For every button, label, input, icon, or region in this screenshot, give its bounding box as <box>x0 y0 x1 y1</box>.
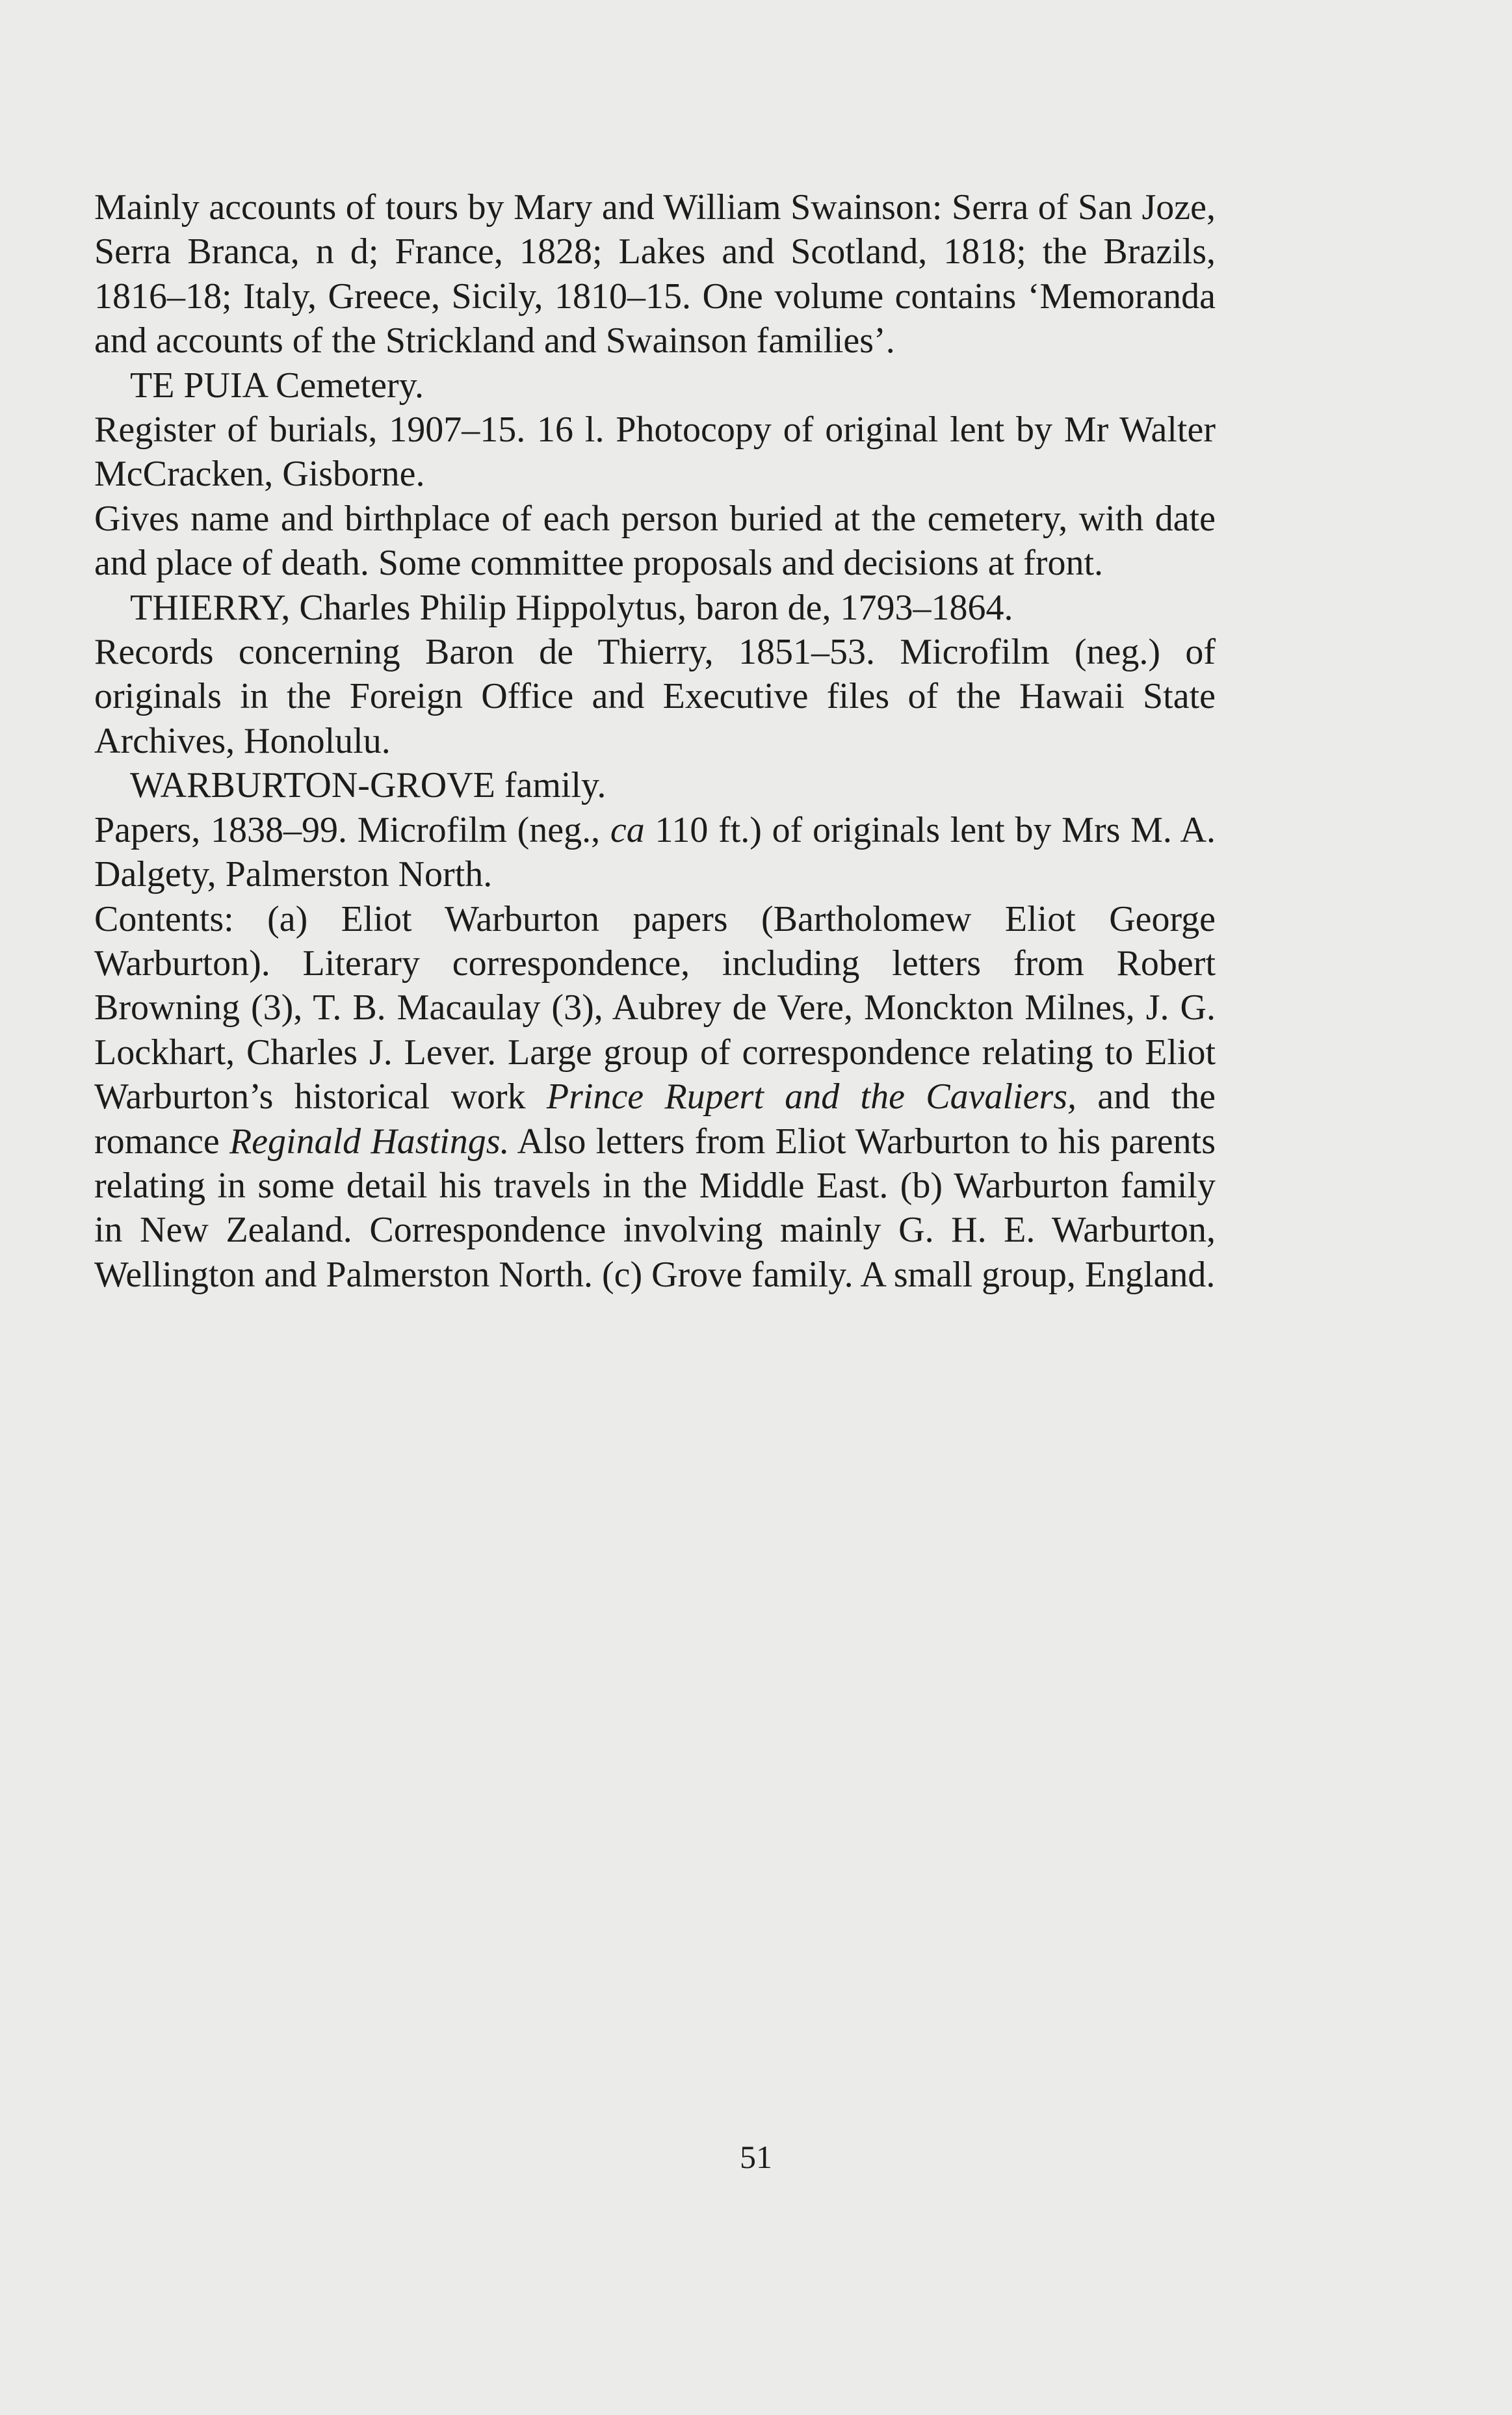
warburton-grove-heading: WARBURTON-GROVE family. <box>130 765 606 806</box>
record-text: Papers, 1838–99. Microfilm (neg., <box>94 809 610 850</box>
book-title: Prince Rupert and the Cavaliers, <box>546 1077 1077 1117</box>
thierry-heading: THIERRY, Charles Philip Hippolytus, baron de, 1793–1864. <box>130 587 1013 628</box>
te-puia-heading: TE PUIA Cemetery. <box>130 365 424 406</box>
swainson-description: Mainly accounts of tours by Mary and William Swainson: Serra of San Joze, Serra Branca, n d; France, 1828; Lakes and Scotland, 1818; the Brazils, 1816–18; Italy, Greece, Sicily, 1810–15. One volume contains ‘Memoranda and accounts of the Strickland and Swainson families’. <box>94 187 1216 361</box>
warburton-grove-record <box>94 808 1216 897</box>
catalogue-text <box>94 185 1216 1297</box>
warburton-grove-contents <box>94 897 1216 1298</box>
te-puia-record: Register of burials, 1907–15. 16 l. Photocopy of original lent by Mr Walter McCracken, Gisborne. <box>94 410 1216 495</box>
contents-text: Contents: (a) Eliot Warburton papers (Bartholomew Eliot George Warburton). Literary correspondence, including letters from Robert Browning (3), T. B. Macaulay (3), Aubrey de Vere, Monckton Milnes, J. G. Lockhart, Charles J. Lever. Large group of correspondence relating to Eliot Warburton’s historical work <box>94 898 1216 1117</box>
thierry-record: Records concerning Baron de Thierry, 1851–53. Microfilm (neg.) of originals in the Foreign Office and Executive files of the Hawaii State Archives, Honolulu. <box>94 632 1216 761</box>
book-title: Reginald Hastings. <box>229 1121 510 1162</box>
page-number: 51 <box>740 2139 772 2175</box>
circa-abbreviation: ca <box>610 809 645 850</box>
contents-text: Also letters from Eliot Warburton to his parents relating in some detail his travels in the Middle East. (b) Warburton family in New Zealand. Correspondence involving mainly G. H. E. Warburton, Wellington and Palmerston North. (c) Grove family. A small group, England. <box>94 1121 1216 1295</box>
record-text: 110 ft.) of originals lent by Mrs M. A. Dalgety, Palmerston North. <box>94 809 1216 895</box>
te-puia-description: Gives name and birthplace of each person buried at the cemetery, with date and place of death. Some committee proposals and decisions at front. <box>94 498 1216 584</box>
contents-text: and the romance <box>94 1077 1216 1162</box>
